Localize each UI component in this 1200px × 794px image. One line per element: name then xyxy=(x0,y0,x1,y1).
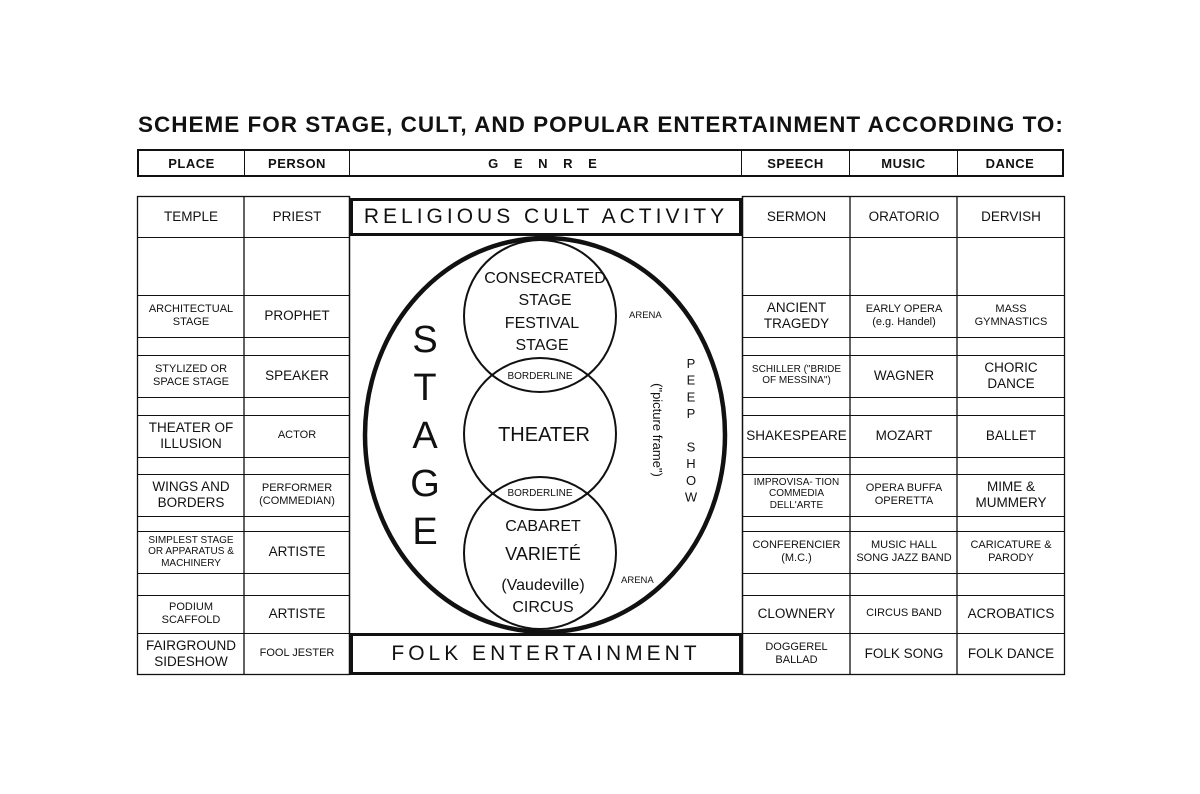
music-cell: EARLY OPERA (e.g. Handel) xyxy=(865,302,943,328)
picture-frame-label: ("picture frame") xyxy=(650,383,665,477)
bottom-circle-line: (Vaudeville) xyxy=(501,577,585,594)
dance-cell: CARICATURE & PARODY xyxy=(970,538,1052,564)
header-dance: DANCE xyxy=(985,155,1035,171)
person-cell: SPEAKER xyxy=(265,368,329,384)
dance-cell: FOLK DANCE xyxy=(967,646,1055,662)
place-cell: TEMPLE xyxy=(163,209,218,225)
arena-bottom-label: ARENA xyxy=(621,575,654,586)
dance-cell: BALLET xyxy=(985,428,1037,444)
person-cell: PERFORMER (COMMEDIAN) xyxy=(259,481,335,507)
dance-cell: CHORIC DANCE xyxy=(984,360,1038,391)
folk-entertainment-band: FOLK ENTERTAINMENT xyxy=(350,633,742,675)
middle-circle-label: THEATER xyxy=(498,424,590,446)
page-title: SCHEME FOR STAGE, CULT, AND POPULAR ENTERTAINMENT ACCORDING TO: xyxy=(138,112,1064,137)
person-cell: FOOL JESTER xyxy=(259,647,335,660)
speech-cell: SERMON xyxy=(766,209,827,225)
person-cell: ARTISTE xyxy=(268,606,326,622)
speech-cell: SHAKESPEARE xyxy=(746,428,847,444)
speech-cell: ANCIENT TRAGEDY xyxy=(763,300,830,331)
top-circle-line: CONSECRATED xyxy=(484,270,606,287)
place-cell: ARCHITECTUAL STAGE xyxy=(148,302,234,328)
speech-cell: CLOWNERY xyxy=(757,606,836,622)
music-cell: MOZART xyxy=(875,428,933,444)
top-circle-line: FESTIVAL xyxy=(504,315,580,332)
music-cell: WAGNER xyxy=(873,368,935,384)
speech-cell: DOGGEREL BALLAD xyxy=(765,640,828,666)
music-cell: ORATORIO xyxy=(868,209,940,225)
religious-cult-band: RELIGIOUS CULT ACTIVITY xyxy=(350,198,742,236)
stage-letter: S T A G E xyxy=(410,319,440,553)
music-cell: OPERA BUFFA OPERETTA xyxy=(865,481,943,507)
place-cell: WINGS AND BORDERS xyxy=(152,479,230,510)
place-cell: PODIUM SCAFFOLD xyxy=(161,600,221,626)
header-genre: G E N R E xyxy=(350,151,742,175)
person-cell: ACTOR xyxy=(277,429,317,442)
header-music: MUSIC xyxy=(850,151,958,175)
place-cell: FAIRGROUND SIDESHOW xyxy=(145,638,236,669)
dance-cell: MIME & MUMMERY xyxy=(975,479,1047,510)
header-place: PLACE xyxy=(139,151,245,175)
dance-cell: DERVISH xyxy=(981,209,1041,225)
bottom-circle-line: CABARET xyxy=(505,518,581,535)
person-cell: ARTISTE xyxy=(268,544,326,560)
borderline-bottom-label: BORDERLINE xyxy=(507,488,573,499)
peep-show-letter: P E E P S H O W xyxy=(684,356,698,505)
top-circle-line: STAGE xyxy=(518,292,572,309)
speech-cell: IMPROVISA- TION COMMEDIA DELL'ARTE xyxy=(753,476,840,511)
person-cell: PRIEST xyxy=(272,209,322,225)
arena-top-label: ARENA xyxy=(629,310,662,321)
music-cell: CIRCUS BAND xyxy=(866,607,942,620)
speech-cell: SCHILLER ("BRIDE OF MESSINA") xyxy=(751,363,842,386)
music-cell: FOLK SONG xyxy=(864,646,944,662)
place-cell: SIMPLEST STAGE OR APPARATUS & MACHINERY xyxy=(148,534,234,569)
header-speech: SPEECH xyxy=(742,151,850,175)
bottom-circle-line: CIRCUS xyxy=(512,599,574,616)
bottom-circle-line: VARIETÉ xyxy=(505,544,581,564)
top-circle-line: STAGE xyxy=(515,337,569,354)
music-cell: MUSIC HALL SONG JAZZ BAND xyxy=(856,538,952,564)
dance-cell: MASS GYMNASTICS xyxy=(974,302,1048,328)
dance-cell: ACROBATICS xyxy=(967,606,1055,622)
place-cell: STYLIZED OR SPACE STAGE xyxy=(152,362,229,388)
header-person: PERSON xyxy=(245,151,350,175)
borderline-top-label: BORDERLINE xyxy=(507,371,573,382)
speech-cell: CONFERENCIER (M.C.) xyxy=(752,538,841,564)
place-cell: THEATER OF ILLUSION xyxy=(148,420,234,451)
person-cell: PROPHET xyxy=(264,308,330,324)
